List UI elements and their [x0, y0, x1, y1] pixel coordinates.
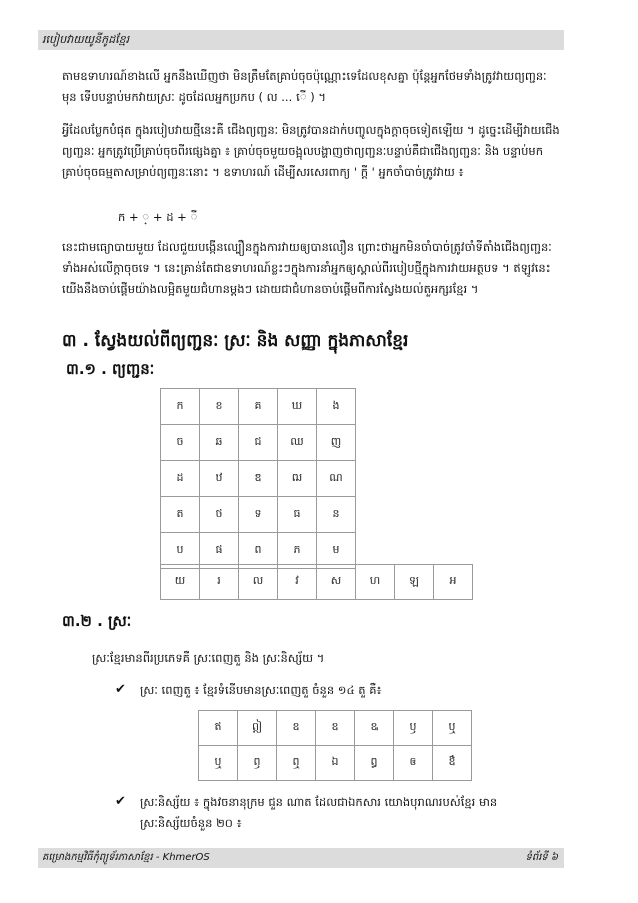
- consonant-cell: ធ: [278, 497, 317, 533]
- vowel-cell: ឮ: [277, 746, 316, 781]
- header-title: របៀបវាយយូនីកូដខ្មែរ: [42, 33, 130, 46]
- vowel-cell: ឫ: [394, 711, 433, 746]
- consonant-cell: ម: [317, 533, 356, 569]
- consonant-cell: ឃ: [278, 389, 317, 425]
- vowel-cell: ឲ: [394, 746, 433, 781]
- page-number: ទំព័រទី ៦: [525, 852, 558, 863]
- consonant-cell: ច: [161, 425, 200, 461]
- consonant-cell: ព: [239, 533, 278, 569]
- section-3-2-heading: ៣.២ . ស្រៈ: [62, 612, 132, 630]
- consonant-cell: ឡ: [395, 565, 434, 600]
- consonant-cell: ថ: [200, 497, 239, 533]
- consonant-cell: ញ: [317, 425, 356, 461]
- footer-left: គម្រោងកម្មវិធីកុំព្យូទ័រភាសាខ្មែរ - KhmerOS: [42, 852, 210, 863]
- consonant-cell: ជ: [239, 425, 278, 461]
- consonant-cell: ប: [161, 533, 200, 569]
- vowel-cell: ឩ: [355, 711, 394, 746]
- page-footer: [38, 848, 564, 868]
- independent-vowel-table: [198, 710, 472, 781]
- bullet-dependent-line-2: ស្រៈនិស្ស័យចំនួន ២០ ៖: [140, 816, 242, 830]
- consonant-cell: ល: [239, 565, 278, 600]
- page-header: [38, 30, 564, 50]
- paragraph-1: តាមឧទាហរណ៍ខាងលើ អ្នកនឹងឃើញថា មិនត្រឹមតែគ្រាប់ចុចប៉ុណ្ណោះទេដែលខុសគ្នា ប៉ុន្តែអ្នកថែមទាំងត្រូវវាយព្យញ្ជនៈមុន ទើបបន្ទាប់មកវាយស្រៈ ដូចដែលអ្នកប្រកប ( ល ... ើ ) ។: [62, 69, 547, 104]
- consonant-cell: ង: [317, 389, 356, 425]
- formula: ក + ្ + ដ + ី: [118, 210, 198, 224]
- consonant-cell: ឈ: [278, 425, 317, 461]
- vowel-cell: ឬ: [433, 711, 472, 746]
- consonant-cell: ឆ: [200, 425, 239, 461]
- section-3-1-heading: ៣.១ . ព្យញ្ជនៈ: [66, 360, 155, 378]
- vowels-intro: ស្រៈខ្មែរមានពីរប្រភេទគឺ ស្រៈពេញតួ និង ស្រៈនិស្ស័យ ។: [92, 651, 325, 665]
- consonant-cell: ហ: [356, 565, 395, 600]
- consonant-cell: រ: [200, 565, 239, 600]
- consonant-table-last-row: [160, 564, 473, 600]
- vowel-cell: ឦ: [238, 711, 277, 746]
- table-row: [161, 497, 356, 533]
- consonant-cell: ខ: [200, 389, 239, 425]
- vowel-cell: ឬ: [199, 746, 238, 781]
- consonant-cell: ស: [317, 565, 356, 600]
- consonant-cell: ដ: [161, 461, 200, 497]
- consonant-cell: ឌ: [239, 461, 278, 497]
- bullet-dependent-line-1: ស្រៈនិស្ស័យ ៖ ក្នុងវចនានុក្រម ជួន ណាត ដែលជាឯកសារ យោងបុរាណរបស់ខ្មែរ មាន: [140, 795, 498, 809]
- check-icon: ✔: [115, 682, 126, 697]
- vowel-cell: ឭ: [238, 746, 277, 781]
- consonant-table: [160, 388, 356, 569]
- consonant-cell: ក: [161, 389, 200, 425]
- section-3-heading: ៣ . ស្វែងយល់ពីព្យញ្ជនៈ ស្រៈ និង សញ្ញា ក្នុងភាសាខ្មែរ: [62, 331, 409, 351]
- consonant-cell: ផ: [200, 533, 239, 569]
- table-row: [199, 711, 472, 746]
- vowel-cell: ឰ: [355, 746, 394, 781]
- vowel-cell: ឯ: [316, 746, 355, 781]
- consonant-cell: គ: [239, 389, 278, 425]
- table-row: [161, 389, 356, 425]
- consonant-cell: ណ: [317, 461, 356, 497]
- table-row: [161, 565, 473, 600]
- table-row: [161, 461, 356, 497]
- vowel-cell: ឳ: [433, 746, 472, 781]
- consonant-cell: ភ: [278, 533, 317, 569]
- consonant-cell: វ: [278, 565, 317, 600]
- consonant-cell: អ: [434, 565, 473, 600]
- table-row: [161, 425, 356, 461]
- consonant-cell: ទ: [239, 497, 278, 533]
- vowel-cell: ឥ: [199, 711, 238, 746]
- paragraph-2: អ្វីដែលប្លែកបំផុត ក្នុងរបៀបវាយថ្មីនេះគឺ ជើងព្យញ្ជនៈ មិនត្រូវបានដាក់បញ្ចូលក្នុងក្តាចុចទៀតឡើយ ។ ដូច្នេះដើម្បីវាយជើងព្យញ្ជនៈ អ្នកត្រូវប្រើគ្រាប់ចុចពីរផ្សេងគ្នា ៖ គ្រាប់ចុចមួយចង្អុលបង្ហាញថាព្យញ្ជនៈបន្ទាប់គឺជាជើងព្យញ្ជនៈ និង បន្ទាប់មកគ្រាប់ចុចធម្មតាសម្រាប់ព្យញ្ជនៈនោះ ។ ឧទាហរណ៍ ដើម្បីសរសេរពាក្យ ' ក្តី ' អ្នកចាំបាច់ត្រូវវាយ ៖: [62, 123, 560, 179]
- consonant-cell: ត: [161, 497, 200, 533]
- bullet-independent-vowels: ស្រៈ ពេញតួ ៖ ខ្មែរទំនើបមានស្រៈពេញតួ ចំនួន ១៤ តួ គឺ៖: [140, 683, 382, 697]
- vowel-cell: ឧ: [277, 711, 316, 746]
- table-row: [199, 746, 472, 781]
- consonant-cell: ឍ: [278, 461, 317, 497]
- paragraph-3: នេះជាមធ្យោបាយមួយ ដែលជួយបង្កើនល្បឿនក្នុងការវាយឲ្យបានលឿន ព្រោះថាអ្នកមិនចាំបាច់ត្រូវចាំទីតាំងជើងព្យញ្ជនៈទាំងអស់លើក្តាចុចទេ ។ នេះគ្រាន់តែជាឧទាហរណ៍ខ្លះៗក្នុងការនាំអ្នកឲ្យស្គាល់ពីរបៀបថ្មីក្នុងការវាយអត្ថបទ ។ ឥឡូវនេះ យើងនឹងចាប់ផ្តើមយ៉ាងលម្អិតមួយជំហានម្តងៗ ដោយជាជំហានចាប់ផ្តើមពីការស្វែងយល់តួអក្សរខ្មែរ ។: [62, 240, 552, 296]
- consonant-cell: យ: [161, 565, 200, 600]
- check-icon: ✔: [115, 794, 126, 809]
- consonant-cell: ន: [317, 497, 356, 533]
- bullet-dependent-vowels: [140, 792, 564, 834]
- vowel-cell: ឧ: [316, 711, 355, 746]
- consonant-cell: ឋ: [200, 461, 239, 497]
